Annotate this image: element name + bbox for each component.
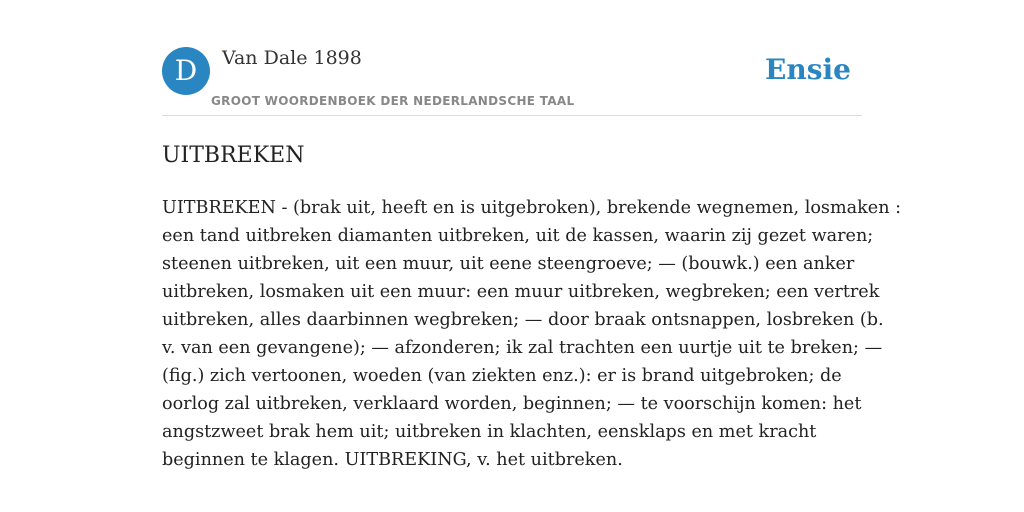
definition-line: steenen uitbreken, uit een muur, uit eene steengroeve; — (bouwk.) een anker	[162, 254, 855, 274]
entry-definition	[162, 194, 902, 474]
entry-headword: UITBREKEN	[162, 143, 305, 168]
definition-line: oorlog zal uitbreken, verklaard worden, beginnen; — te voorschijn komen: het	[162, 394, 862, 414]
ensie-brand-logo[interactable]: Ensie	[765, 53, 851, 86]
header-divider	[162, 115, 862, 116]
dictionary-logo-icon: D	[162, 47, 210, 95]
definition-line: een tand uitbreken diamanten uitbreken, uit de kassen, waarin zij gezet waren;	[162, 226, 874, 246]
definition-line: uitbreken, alles daarbinnen wegbreken; — door braak ontsnappen, losbreken (b.	[162, 310, 884, 330]
source-title[interactable]: Van Dale 1898	[222, 47, 362, 69]
definition-line: uitbreken, losmaken uit een muur: een muur uitbreken, wegbreken; een vertrek	[162, 282, 880, 302]
definition-line: (fig.) zich vertoonen, woeden (van ziekten enz.): er is brand uitgebroken; de	[162, 366, 842, 386]
definition-line: v. van een gevangene); — afzonderen; ik zal trachten een uurtje uit te breken; —	[162, 338, 883, 358]
definition-line: angstzweet brak hem uit; uitbreken in klachten, eensklaps en met kracht	[162, 422, 817, 442]
source-subtitle: GROOT WOORDENBOEK DER NEDERLANDSCHE TAAL	[211, 94, 575, 108]
definition-line: beginnen te klagen. UITBREKING, v. het uitbreken.	[162, 450, 623, 470]
definition-line: UITBREKEN - (brak uit, heeft en is uitgebroken), brekende wegnemen, losmaken :	[162, 198, 902, 218]
